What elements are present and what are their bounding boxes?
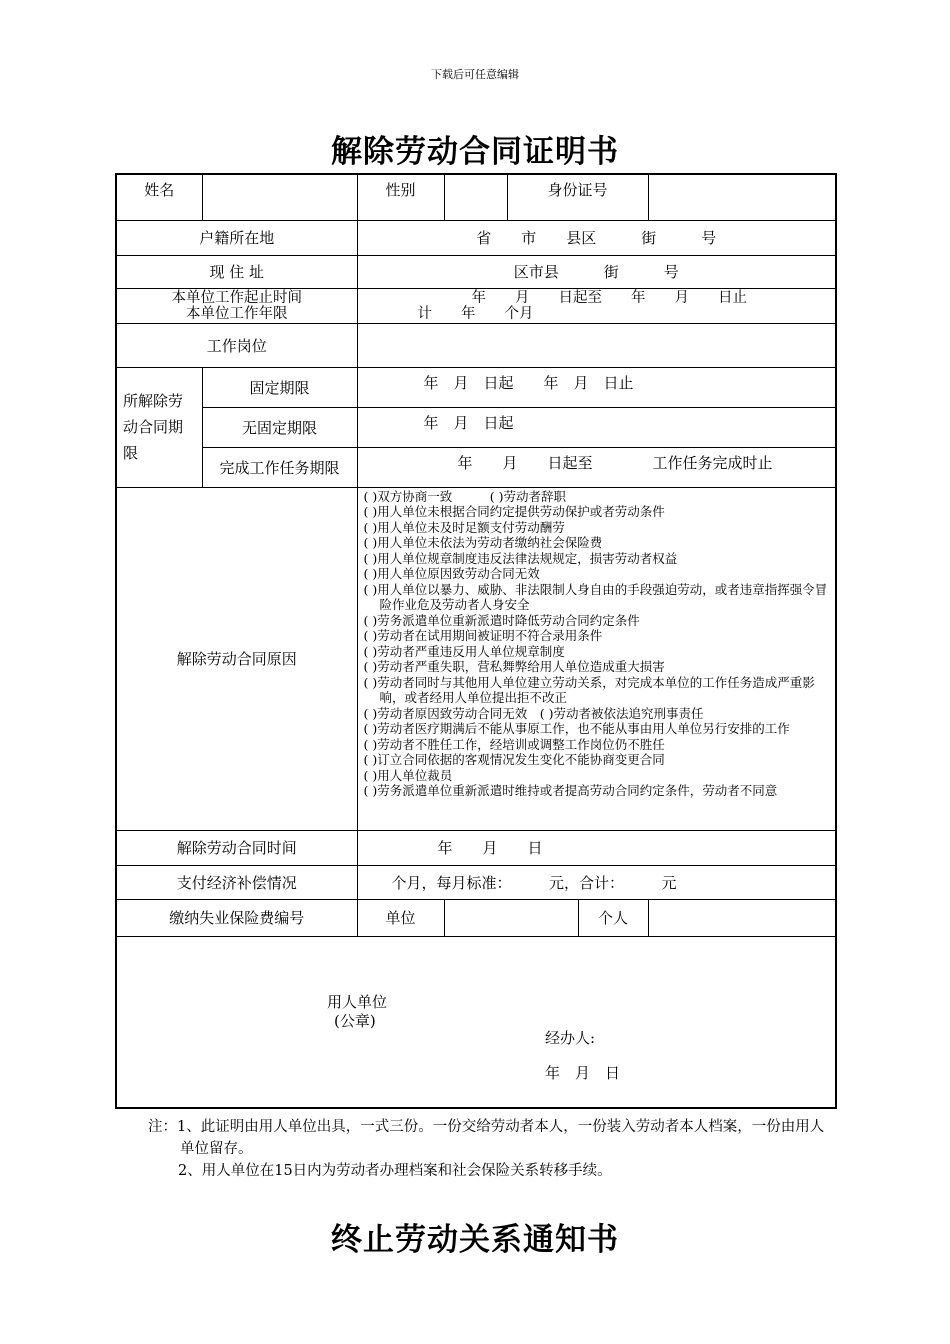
reason-item[interactable]: ( )用人单位未依法为劳动者缴纳社会保险费 — [363, 535, 603, 550]
header-note: 下载后可任意编辑 — [431, 68, 519, 81]
worktime-label-2: 本单位工作年限 — [186, 305, 288, 322]
termination-date-label: 解除劳动合同时间 — [116, 830, 357, 865]
note-1: 注：1、此证明由用人单位出具，一式三份。一份交给劳动者本人，一份装入劳动者本人档案，一份由用人单位留存。 — [148, 1119, 825, 1157]
reason-item[interactable]: ( )用人单位未根据合同约定提供劳动保护或者劳动条件 — [363, 504, 665, 519]
reason-item[interactable]: ( )用人单位裁员 — [363, 767, 453, 783]
reason-label: 解除劳动合同原因 — [116, 487, 357, 830]
worktime-field[interactable] — [357, 288, 836, 323]
reason-item[interactable]: ( )劳动者在试用期间被证明不符合录用条件 — [363, 628, 603, 643]
gender-field[interactable] — [444, 174, 507, 220]
sign-date: 年 月 日 — [545, 1063, 621, 1082]
insurance-unit-field[interactable] — [444, 899, 578, 936]
worktime-label — [116, 288, 357, 323]
fixed-term-label: 固定期限 — [202, 367, 357, 407]
name-field[interactable] — [202, 174, 357, 220]
reason-item[interactable]: ( )劳动者原因致劳动合同无效 ( )劳动者被依法追究刑事责任 — [363, 705, 704, 721]
seal-label: (公章) — [334, 1011, 376, 1030]
household-label: 户籍所在地 — [116, 220, 357, 255]
next-document-title: 终止劳动关系通知书 — [331, 1222, 619, 1258]
household-field[interactable]: 省 市 县区 街 号 — [357, 220, 836, 255]
certificate-form — [115, 173, 837, 1109]
id-label: 身份证号 — [507, 174, 648, 220]
notes — [148, 1116, 828, 1182]
contract-term-label: 所解除劳动合同期限 — [116, 367, 202, 487]
task-term-label: 完成工作任务期限 — [202, 447, 357, 487]
reason-item[interactable]: ( )劳务派遣单位重新派遣时维持或者提高劳动合同约定条件，劳动者不同意 — [363, 783, 778, 798]
address-field[interactable]: 区市县 街 号 — [357, 255, 836, 288]
note-2: 2、用人单位在15日内为劳动者办理档案和社会保险关系转移手续。 — [178, 1163, 612, 1179]
insurance-personal-field[interactable] — [648, 899, 836, 936]
reason-item[interactable]: ( )劳动者不胜任工作，经培训或调整工作岗位仍不胜任 — [363, 736, 665, 752]
reason-item[interactable]: ( )用人单位以暴力、威胁、非法限制人身自由的手段强迫劳动，或者违章指挥强令冒险作业危及劳动者人身安全 — [363, 581, 828, 612]
insurance-personal-label: 个人 — [578, 899, 648, 936]
address-label: 现 住 址 — [116, 255, 357, 288]
employer-label: 用人单位 — [327, 992, 388, 1011]
compensation-field[interactable]: 个月，每月标准： 元，合计： 元 — [357, 865, 836, 899]
termination-date-field[interactable]: 年 月 日 — [357, 830, 836, 865]
position-field[interactable] — [357, 323, 836, 367]
reason-item[interactable]: ( )双方协商一致 ( )劳动者辞职 — [363, 488, 566, 504]
reason-item[interactable]: ( )用人单位未及时足额支付劳动酬劳 — [363, 519, 565, 535]
insurance-unit-label: 单位 — [357, 899, 444, 936]
gender-label: 性别 — [357, 174, 444, 220]
reason-item[interactable]: ( )劳动者严重失职，营私舞弊给用人单位造成重大损害 — [363, 659, 665, 674]
reason-item[interactable]: ( )劳动者严重违反用人单位规章制度 — [363, 643, 565, 659]
document-title: 解除劳动合同证明书 — [331, 134, 619, 170]
worktime-value-1: 年 月 日起至 年 月 日止 — [471, 289, 747, 306]
position-label: 工作岗位 — [116, 323, 357, 367]
id-field[interactable] — [648, 174, 836, 220]
reason-item[interactable]: ( )订立合同依据的客观情况发生变化不能协商变更合同 — [363, 752, 665, 767]
task-term-field[interactable]: 年 月 日起至 工作任务完成时止 — [357, 447, 836, 487]
unfixed-term-label: 无固定期限 — [202, 407, 357, 447]
reason-list — [357, 487, 836, 830]
unfixed-term-field[interactable]: 年 月 日起 — [357, 407, 836, 447]
reason-item[interactable]: ( )用人单位规章制度违反法律法规规定，损害劳动者权益 — [363, 550, 678, 566]
handler-label: 经办人: — [545, 1028, 596, 1047]
reason-item[interactable]: ( )劳务派遣单位重新派遣时降低劳动合同约定条件 — [363, 612, 640, 628]
compensation-label: 支付经济补偿情况 — [116, 865, 357, 899]
worktime-label-1: 本单位工作起止时间 — [171, 289, 302, 306]
name-label: 姓名 — [116, 174, 202, 220]
reason-item[interactable]: ( )劳动者医疗期满后不能从事原工作，也不能从事由用人单位另行安排的工作 — [363, 721, 790, 736]
fixed-term-field[interactable]: 年 月 日起 年 月 日止 — [357, 367, 836, 407]
signature-section — [116, 936, 836, 1108]
reason-item[interactable]: ( )劳动者同时与其他用人单位建立劳动关系，对完成本单位的工作任务造成严重影响，或者经用人单位提出拒不改正 — [363, 674, 815, 705]
reason-item[interactable]: ( )用人单位原因致劳动合同无效 — [363, 566, 540, 581]
worktime-value-2: 计 年 个月 — [417, 305, 534, 322]
insurance-label: 缴纳失业保险费编号 — [116, 899, 357, 936]
